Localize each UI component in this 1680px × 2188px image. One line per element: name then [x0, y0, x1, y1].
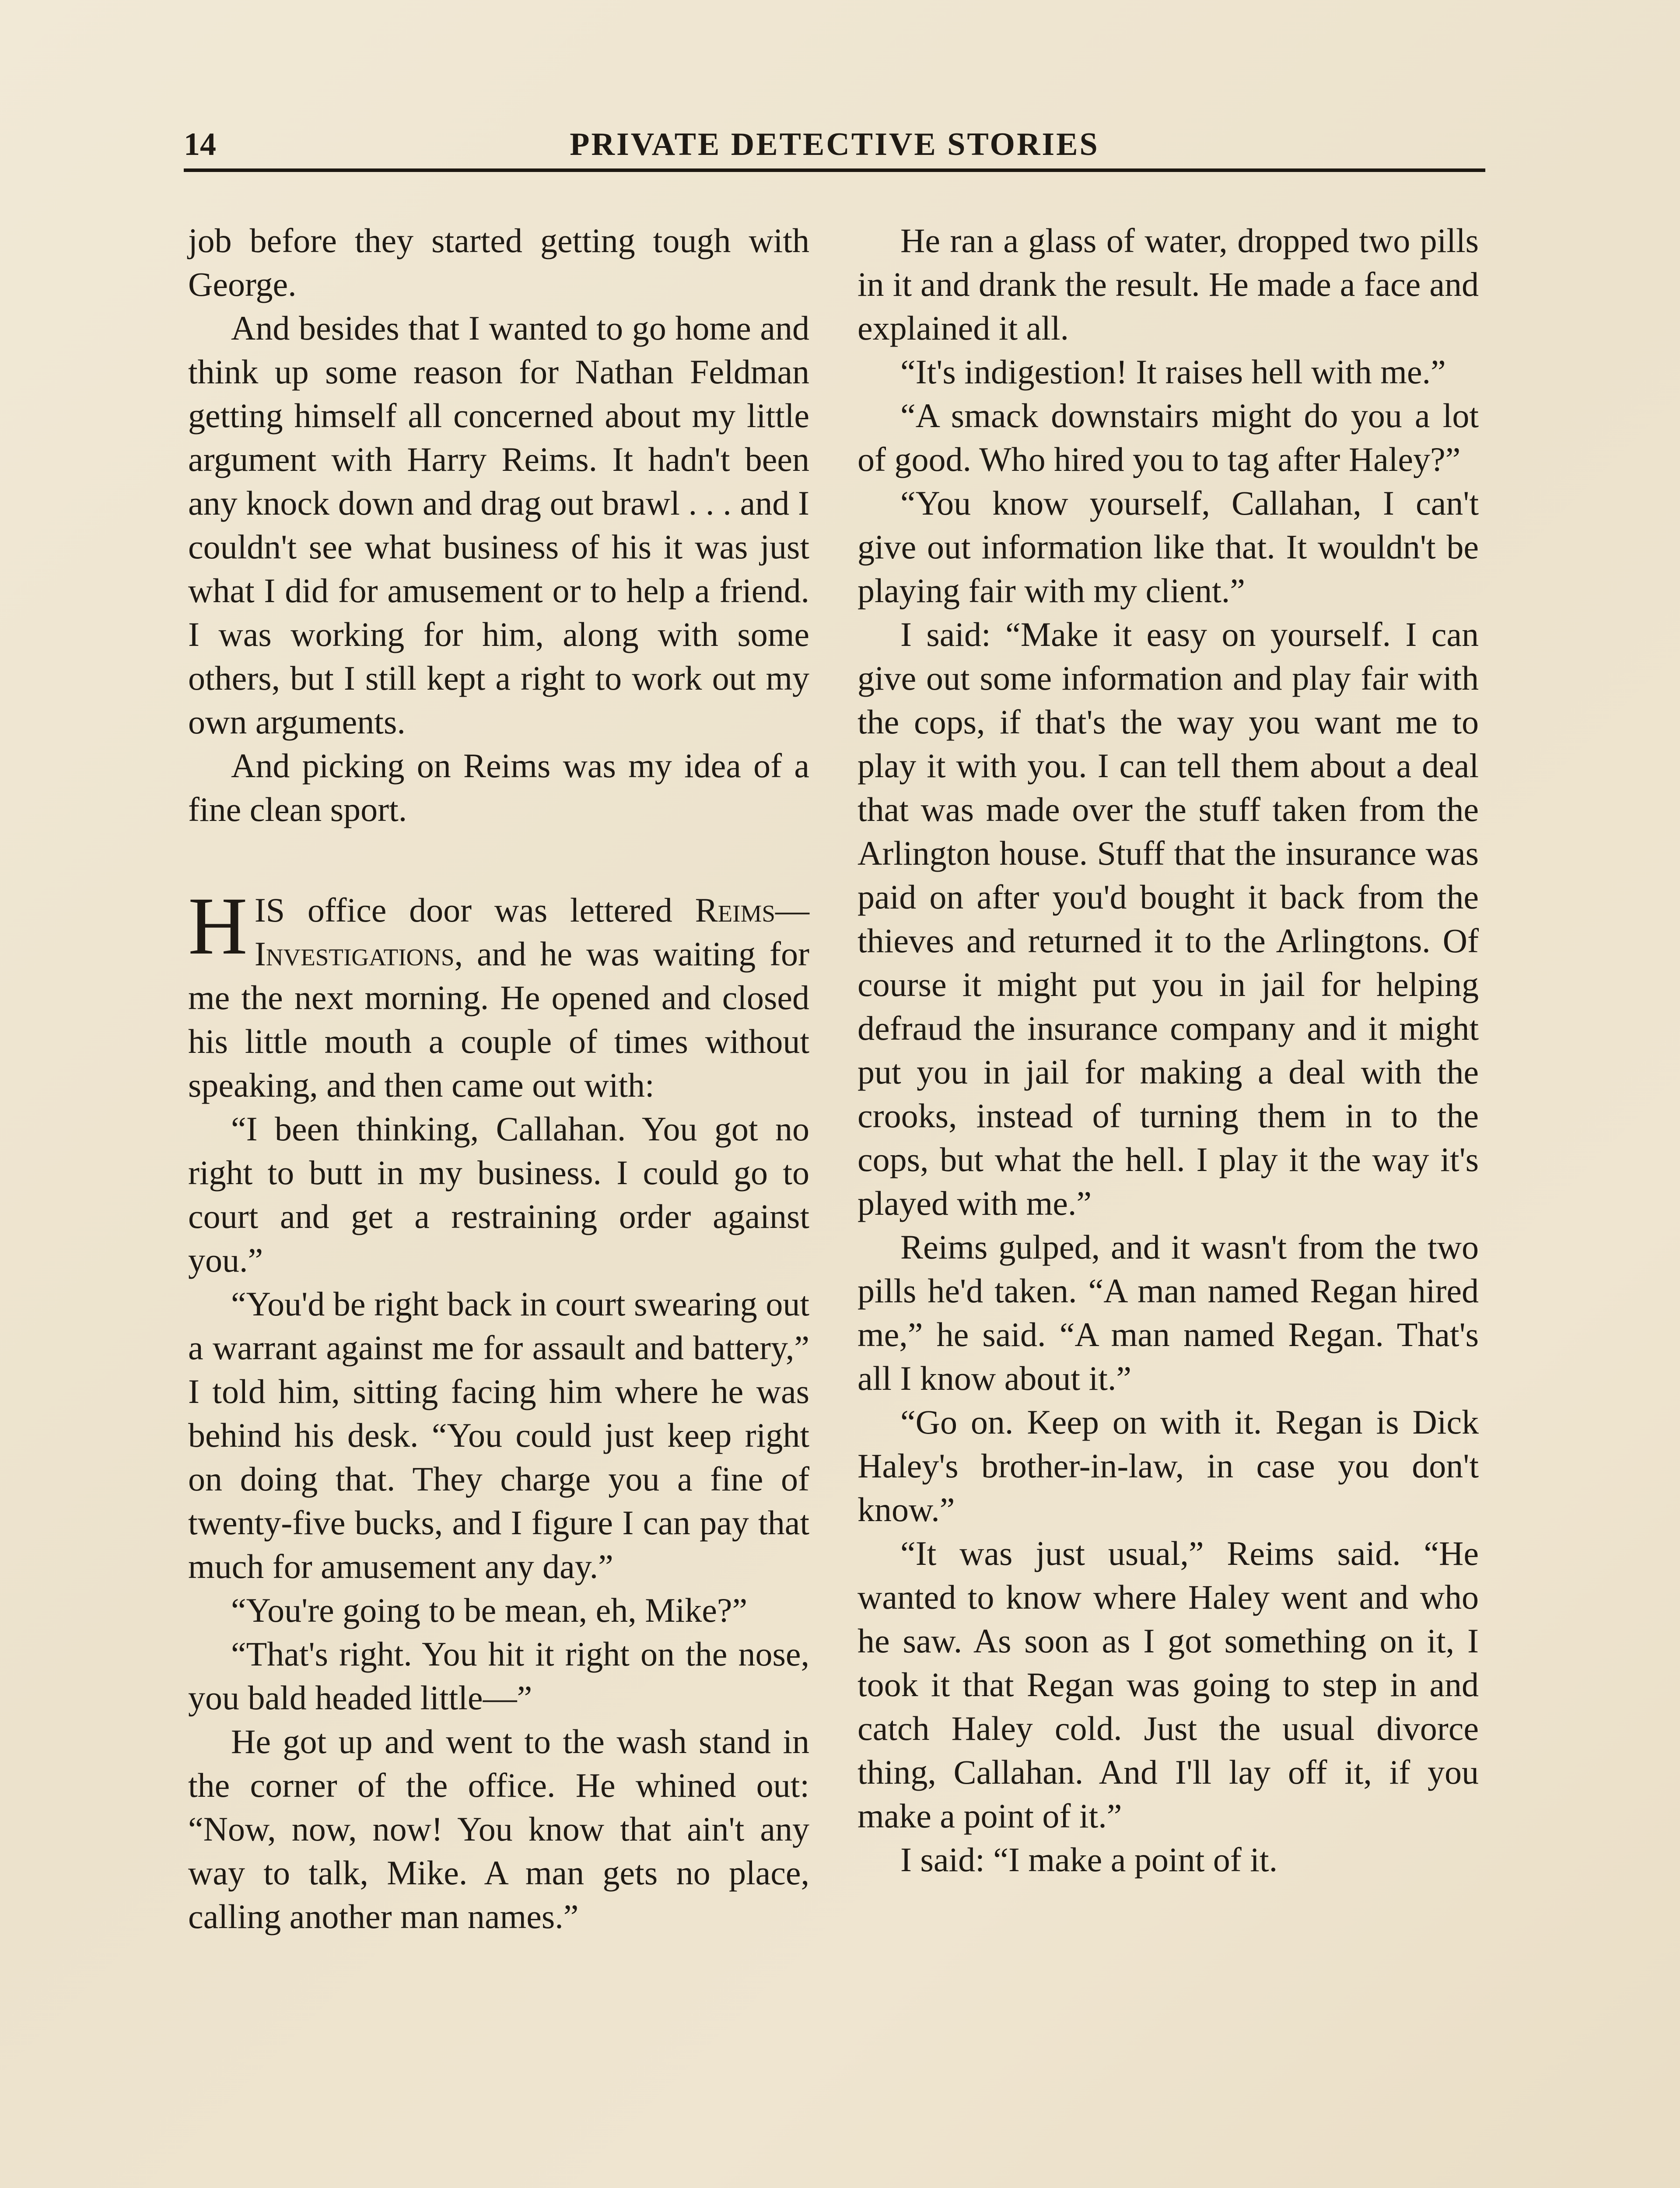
drop-cap: H	[188, 880, 248, 971]
right-column	[858, 219, 1479, 1882]
paragraph: Reims gulped, and it wasn't from the two pills he'd taken. “A man named Regan hired me,” he said. “A man named Regan. That's all I know about it.”	[858, 1228, 1479, 1397]
paragraph: “That's right. You hit it right on the nose, you bald headed little—”	[188, 1635, 809, 1717]
section-break	[188, 831, 809, 888]
paragraph: “It was just usual,” Reims said. “He wanted to know where Haley went and who he saw. As soon as I got something on it, I took it that Regan was going to step in and catch Haley cold. Just the usual divorce thing, Callahan. And I'll lay off it, if you make a point of it.”	[858, 1534, 1479, 1835]
paragraph: “You're going to be mean, eh, Mike?”	[231, 1591, 748, 1629]
paragraph: “You know yourself, Callahan, I can't give out information like that. It wouldn't be playing fair with my client.”	[858, 484, 1479, 610]
door-lettering: Reims—Investigations	[254, 891, 809, 973]
running-head	[184, 120, 1485, 168]
paragraph: I said: “I make a point of it.	[900, 1841, 1278, 1879]
paragraph: He ran a glass of water, dropped two pills in it and drank the result. He made a face and explained it all.	[858, 221, 1479, 347]
paragraph: “Go on. Keep on with it. Regan is Dick Haley's brother-in-law, in case you don't know.”	[858, 1403, 1479, 1529]
paragraph: I said: “Make it easy on yourself. I can give out some information and play fair with the cops, if that's the way you want me to play it with you. I can tell them about a deal that was made over the stuff taken from the Arlington house. Stuff that the insurance was paid on after you'd bought it back from the thieves and returned it to the Arlingtons. Of course it might put you in jail for helping defraud the insurance company and it might put you in jail for making a deal with the crooks, instead of turning them in to the cops, but what the hell. I play it the way it's played with me.”	[858, 615, 1479, 1222]
paragraph: “It's indigestion! It raises hell with me.”	[900, 353, 1446, 391]
dropcap-paragraph	[188, 880, 809, 1107]
paragraph: He got up and went to the wash stand in the corner of the office. He whined out: “Now, now, now! You know that ain't any way to talk, Mike. A man gets no place, calling another man names.”	[188, 1722, 809, 1936]
paragraph: And picking on Reims was my idea of a fine clean sport.	[188, 747, 809, 828]
page-number: 14	[184, 126, 216, 162]
paragraph: “You'd be right back in court swearing out a warrant against me for assault and battery,” I told him, sitting facing him where he was behind his desk. “You could just keep right on doing that. They charge you a fine of twenty-five bucks, and I figure I can pay that much for amusement any day.”	[188, 1285, 809, 1585]
paragraph: job before they started getting tough with George.	[188, 221, 809, 303]
paragraph-rest: , and he was waiting for me the next morning. He opened and closed his little mouth a couple of times without speaking, and then came out with:	[188, 935, 809, 1104]
paragraph-lead: IS office door was lettered	[254, 891, 695, 929]
paragraph: “A smack downstairs might do you a lot of good. Who hired you to tag after Haley?”	[858, 396, 1479, 478]
paragraph: And besides that I wanted to go home and think up some reason for Nathan Feldman getting himself all concerned about my little argument with Harry Reims. It hadn't been any knock down and drag out brawl . . . and I couldn't see what business of his it was just what I did for amusement or to help a friend. I was working for him, along with some others, but I still kept a right to work out my own arguments.	[188, 309, 809, 741]
header-rule	[184, 168, 1485, 172]
magazine-title: PRIVATE DETECTIVE STORIES	[570, 126, 1099, 162]
paragraph: “I been thinking, Callahan. You got no right to butt in my business. I could go to court and get a restraining order against you.”	[188, 1110, 809, 1279]
left-column	[188, 219, 809, 1939]
